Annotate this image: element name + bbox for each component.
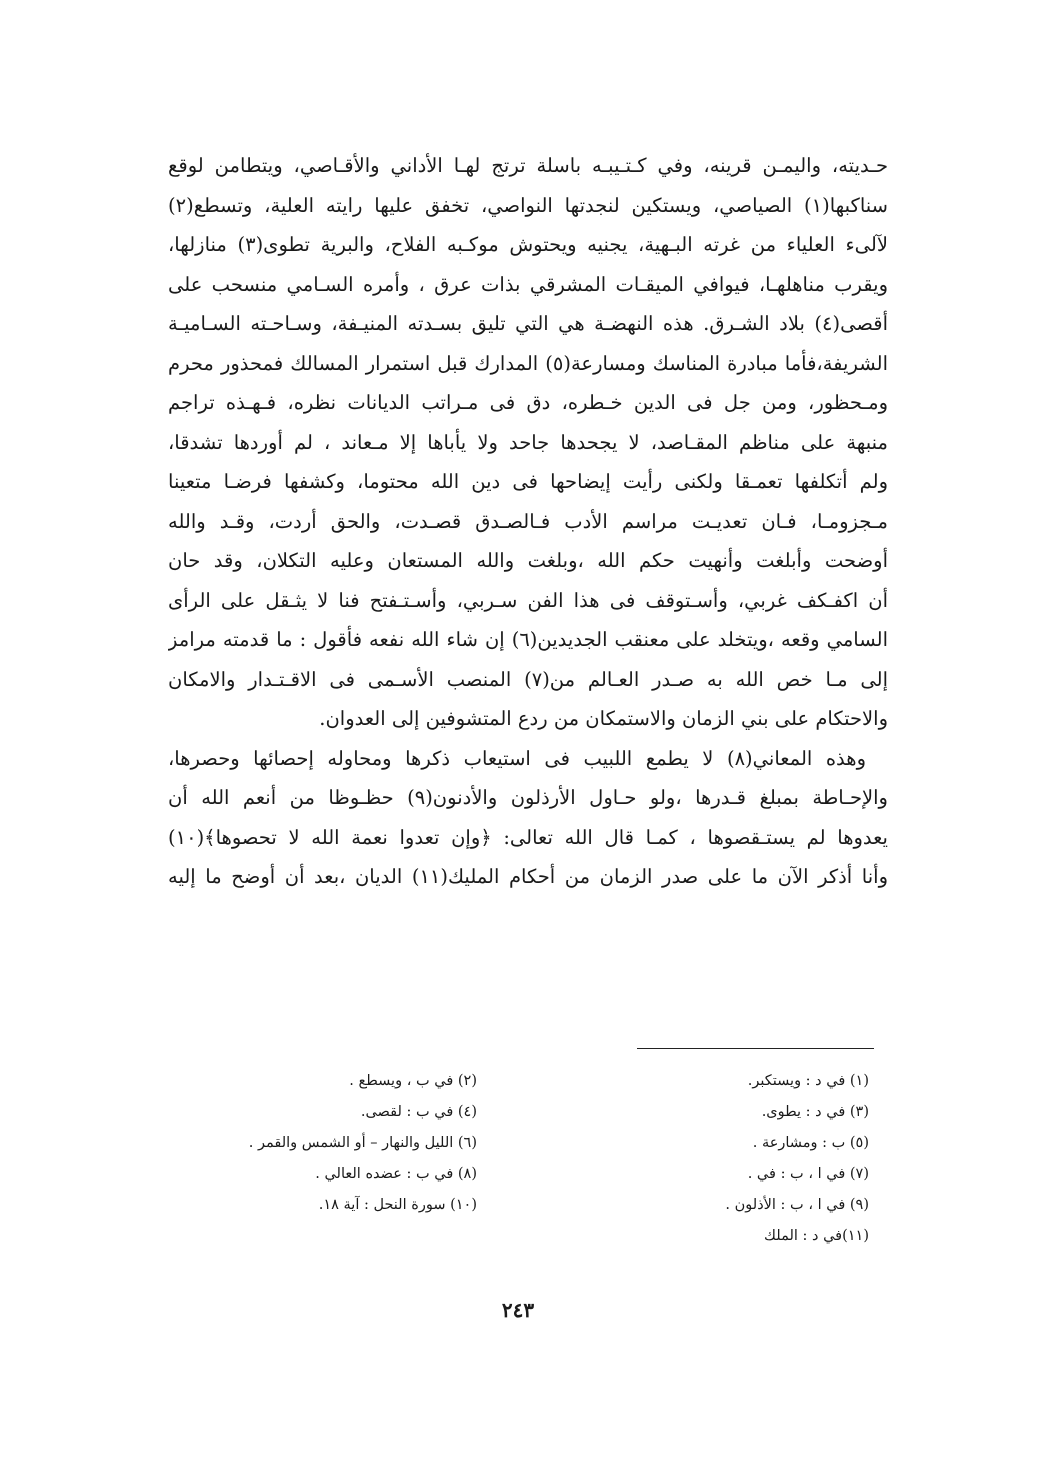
text-line: أقصى(٤) بلاد الشـرق. هذه النهضـة هي التي تليق بسـدته المنيـفة، وسـاحـته السـاميـة — [168, 312, 888, 335]
text-line: حـديته، واليمـن قرينه، وفي كـتـيبـه باسلة ترتج لهـا الأداني والأقـاصي، ويتطامن لوقع — [168, 154, 888, 177]
footnote: (١١)في د : الملك — [764, 1228, 869, 1244]
text-line: ومـحظور، ومن جل فى الدين خـطره، دق فى مـراتب الديانات نظره، فـهـذه تراجم — [168, 391, 888, 414]
text-line: والاحتكام على بني الزمان والاستمكان من ردع المتشوفين إلى العدوان. — [319, 707, 888, 730]
text-line: منبهة على مناظم المقـاصد، لا يجحدها جاحد ولا يأباها إلا مـعاند ، لم أوردها تشدقا، — [168, 430, 888, 454]
text-line: يعدوها لم يستـقصوها ، كمـا قال الله تعالى: ﴿وإن تعدوا نعمة الله لا تحصوها﴾(١٠) — [168, 825, 888, 849]
text-line: إلى مـا خص الله به صـدر العـالم من(٧) المنصب الأسـمى فى الاقـتـدار والامكان — [168, 667, 888, 691]
footnote: (١) في د : ويستكبر. — [747, 1073, 869, 1089]
text-line: الشريفة،فأما مبادرة المناسك ومسارعة(٥) المدارك قبل استمرار المسالك فمحذور محرم — [168, 351, 888, 375]
footnote-divider — [637, 1048, 874, 1049]
footnote: (٩) في ا ، ب : الأذلون . — [725, 1197, 869, 1213]
text-line: سناكبها(١) الصياصي، ويستكين لنجدتها النواصي، تخفق عليها رايته العلية، وتسطع(٢) — [168, 193, 888, 217]
footnote: (٧) في ا ، ب : في . — [747, 1166, 869, 1182]
text-line: أوضحت وأبلغت وأنهيت حكم الله ،وبلغت والله المستعان وعليه التكلان، وقد حان — [168, 549, 888, 572]
text-line: ولم أتكلفها تعمـقا ولكنى رأيت إيضاحها فى دين الله محتوما، وكشفها فرضـا متعينا — [168, 470, 888, 493]
text-line: السامي وقعه ،ويتخلد على معنقب الجديدين(٦) إن شاء الله نفعه فأقول : ما قدمته مرامز — [168, 628, 888, 651]
text-line: والإحـاطة بمبلغ قـدرها ،ولو حـاول الأرذلون والأدنون(٩) حظـوظا من أنعم الله أن — [168, 786, 888, 809]
footnote: (٨) في ب : عضده العالي . — [315, 1166, 477, 1182]
footnotes-right-column — [629, 1066, 869, 1252]
text-line: وأنا أذكر الآن ما على صدر الزمان من أحكام المليك(١١) الديان ،بعد أن أوضح ما إليه — [168, 865, 888, 888]
text-line: أن اكفـكف غربي، وأسـتوقف فى هذا الفن سـربي، وأسـتـفتح فنا لا يثـقل على الرأى — [168, 588, 888, 612]
text-line: مـجزومـا، فـان تعديـت مراسم الأدب فـالصـدق قصـدت، والحق أردت، وقـد والله — [168, 509, 888, 533]
footnotes-left-column — [157, 1066, 477, 1221]
text-line: لآلىء العلياء من غرته البـهية، يجنيه ويحتوش موكـبه الفلاح، والبرية تطوى(٣) منازلها، — [168, 233, 888, 256]
footnote: (٢) في ب ، ويسطع . — [349, 1073, 477, 1089]
footnote: (١٠) سورة النحل : آية ١٨. — [318, 1197, 477, 1213]
text-line: ويقرب مناهلهـا، فيوافي الميقـات المشرقي بذات عرق ، وأمره السـامي منسحب على — [168, 272, 888, 296]
body-text — [168, 146, 888, 897]
footnote: (٥) ب : ومشارعة . — [752, 1135, 869, 1151]
page-number: ٢٤٣ — [501, 1298, 535, 1322]
footnote: (٤) في ب : لقصى. — [360, 1104, 477, 1120]
footnote: (٦) الليل والنهار – أو الشمس والقمر . — [248, 1135, 477, 1151]
text-line: وهذه المعاني(٨) لا يطمع اللبيب فى استيعاب ذكرها ومحاوله إحصائها وحصرها، — [168, 746, 866, 770]
footnote: (٣) في د : يطوى. — [761, 1104, 869, 1120]
